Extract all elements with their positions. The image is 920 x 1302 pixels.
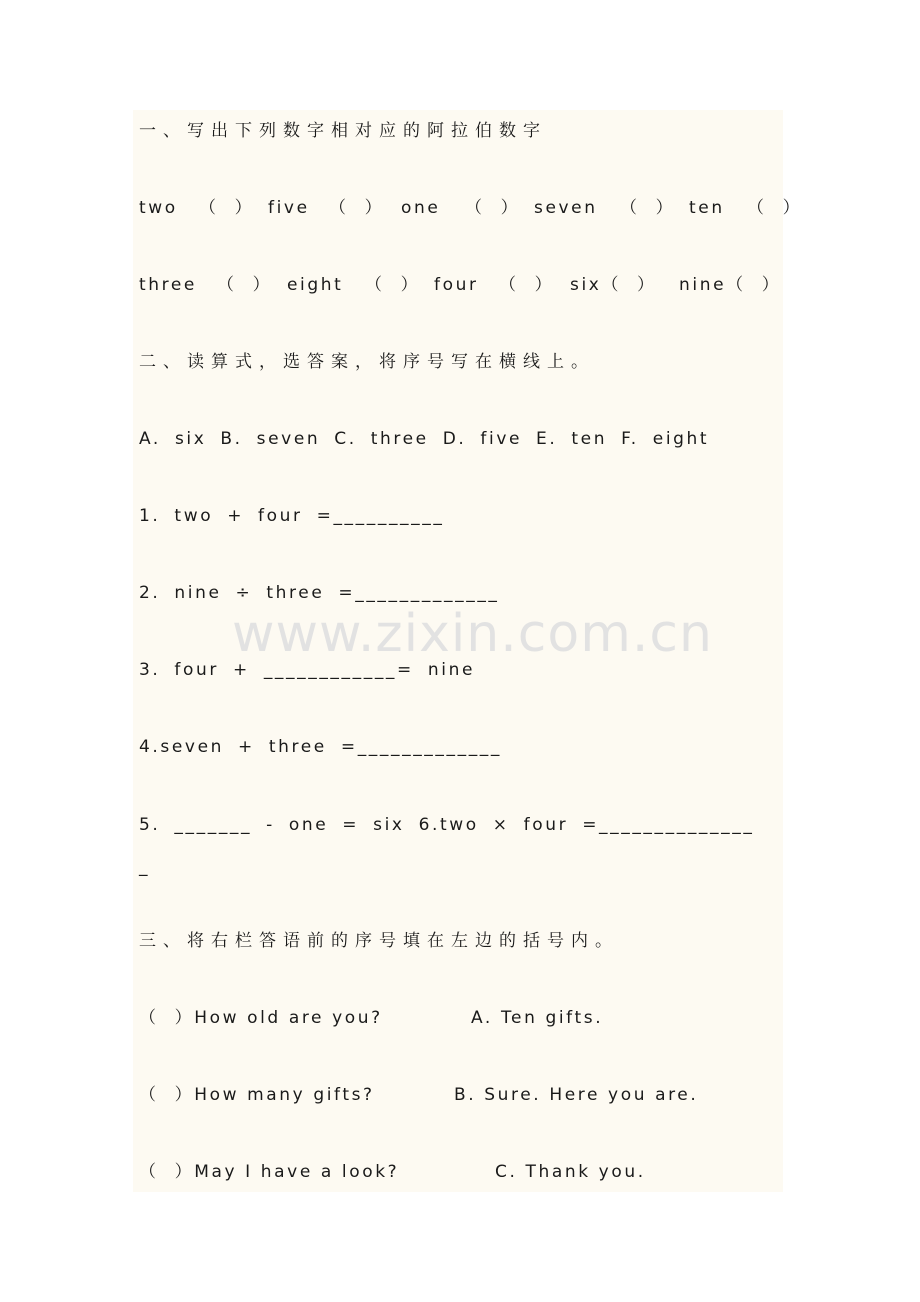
- blank-ten: （ ）: [747, 198, 803, 218]
- equation-2: 2. nine ÷ three =_____________: [139, 583, 500, 603]
- word-nine: nine（ ）: [679, 275, 782, 295]
- equation-4: 4.seven + three =_____________: [139, 737, 503, 757]
- match-row-3: [139, 1162, 785, 1182]
- blank-three: （ ）: [217, 275, 273, 295]
- blank-eight: （ ）: [365, 275, 421, 295]
- word-five: five: [268, 198, 310, 218]
- match-answer-a: A. Ten gifts.: [471, 1008, 604, 1028]
- watermark: www.zixin.com.cn: [232, 604, 713, 664]
- match-row-2: [139, 1085, 785, 1105]
- number-row-1: [139, 198, 803, 218]
- match-question-2: （ ）How many gifts?: [139, 1085, 375, 1105]
- word-one: one: [401, 198, 441, 218]
- number-row-2: [139, 275, 785, 295]
- section2-heading: 二、读算式，选答案，将序号写在横线上。: [139, 352, 595, 372]
- word-seven: seven: [534, 198, 598, 218]
- blank-five: （ ）: [329, 198, 385, 218]
- match-answer-c: C. Thank you.: [495, 1162, 646, 1182]
- word-eight: eight: [287, 275, 344, 295]
- section1-heading: 一、写出下列数字相对应的阿拉伯数字: [139, 121, 547, 141]
- word-three: three: [139, 275, 197, 295]
- blank-four: （ ）: [499, 275, 555, 295]
- equation-6-continuation: _: [139, 857, 151, 877]
- word-six: six（ ）: [570, 275, 657, 295]
- match-question-1: （ ）How old are you?: [139, 1008, 383, 1028]
- equation-5-6: 5. _______ - one = six 6.two × four =______________: [139, 815, 755, 835]
- blank-two: （ ）: [199, 198, 255, 218]
- blank-seven: （ ）: [620, 198, 676, 218]
- answer-options: A. six B. seven C. three D. five E. ten F. eight: [139, 429, 710, 449]
- match-row-1: [139, 1008, 785, 1028]
- blank-one: （ ）: [465, 198, 521, 218]
- match-answer-b: B. Sure. Here you are.: [454, 1085, 699, 1105]
- worksheet-page: [133, 110, 783, 1192]
- equation-3: 3. four + ____________= nine: [139, 660, 476, 680]
- section3-heading: 三、将右栏答语前的序号填在左边的括号内。: [139, 931, 619, 951]
- word-four: four: [434, 275, 479, 295]
- equation-1: 1. two + four =__________: [139, 506, 445, 526]
- word-ten: ten: [689, 198, 725, 218]
- match-question-3: （ ）May I have a look?: [139, 1162, 400, 1182]
- word-two: two: [139, 198, 178, 218]
